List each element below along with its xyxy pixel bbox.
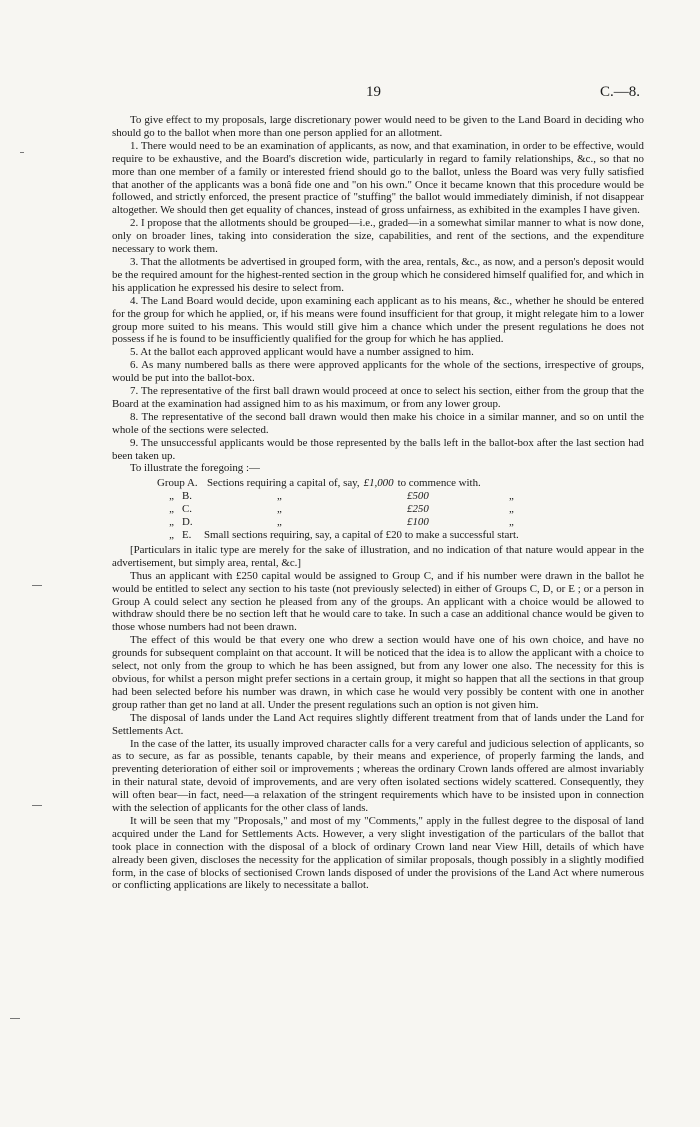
paragraph: To give effect to my proposals, large discretionary power would need to be given to the Land Board in deciding who should go to the ballot when more than one person applied for an allotment. [112,114,644,139]
paragraph: In the case of the latter, its usually improved character calls for a very careful and judicious selection of applicants, so as to secure, as far as possible, tenants capable, by their means and experience, of properly farming the lands, and preventing deterioration of either soil or improvements ; whereas the ordinary Crown lands offered are almost invariably in their natural state, devoid of improvements, and are very often isolated sections widely scattered. Consequently, they will often bear—in fact, need—a relaxation of the stringent requirements which have to be insisted upon in connection with the selection of applicants for the other class of lands. [112,737,644,815]
paragraph: To illustrate the foregoing :— [130,462,260,475]
paragraph: 7. The representative of the first ball drawn would proceed at once to select his section, either from the group that the Board at the examination had assigned him to as his maximum, or from any lower group. [112,385,644,410]
paragraph: The disposal of lands under the Land Act requires slightly different treatment from that of lands under the Land for Settlements Act. [112,711,644,737]
group-row: „ E. Small sections requiring, say, a capital of £20 to make a successful start. [169,529,519,541]
paragraph: 5. At the ballot each approved applicant would have a number assigned to him. [130,346,474,359]
group-row: „ C. „ £250 „ [169,503,514,516]
group-list [112,477,644,542]
paragraph: 9. The unsuccessful applicants would be those represented by the balls left in the ballot-box after the last section had been taken up. [112,436,644,462]
document-code: C.—8. [600,84,641,100]
margin-mark [32,805,42,806]
paragraph: It will be seen that my "Proposals," and most of my "Comments," apply in the fullest degree to the disposal of land acquired under the Land for Settlements Acts. However, a very slight investigation of the particulars of the ballot that took place in connection with the disposal of a block of ordinary Crown land near View Hill, details of which have already been given, discloses the necessity for the application of similar proposals, though possibly in a slightly modified form, in the case of blocks of sectionised Crown lands disposed of under the provisions of the Land Act where numerous or conflicting applications are likely to necessitate a ballot. [112,814,644,892]
group-row: „ B. „ £500 „ [169,490,514,503]
paragraph: 4. The Land Board would decide, upon examining each applicant as to his means, &c., whether he should be entered for the group for which he applied, or, if his means were found insufficient for that group, it might relegate him to a lower group more suited to his means. This would still give him a chance which under the present regulations he does not possess if he is found to be insufficiently qualified for the group for which he has applied. [112,294,644,346]
paragraph: 2. I propose that the allotments should be grouped—i.e., graded—in a somewhat similar manner to what is now done, only on broader lines, taking into consideration the size, capabilities, and rent of the sections, and the expenditure necessary to work them. [112,217,644,256]
page-number: 19 [366,84,381,100]
paragraph: 3. That the allotments be advertised in grouped form, with the area, rentals, &c., as now, and a person's deposit would be the required amount for the highest-rented section in the group which he considered himself qualified for, and which in his application he expressed his desire to select from. [112,255,644,294]
body-text [112,114,644,892]
paragraph: [Particulars in italic type are merely for the sake of illustration, and no indication of that nature would appear in the advertisement, but simply area, rental, &c.] [112,543,644,569]
margin-mark [32,585,42,586]
group-row: Group A. Sections requiring a capital of, say, £1,000 to commence with. [157,477,481,490]
paragraph: The effect of this would be that every one who drew a section would have one of his own choice, and have no grounds for subsequent complaint on that account. It will be noticed that the idea is to allow the applicant with a choice to select, not only from the group to which he has been assigned, but from any lower one also. The necessity for this is obvious, for whilst a person might prefer sections in a certain group, it might so happen that all the sections in that group had been selected before his number was drawn, in which case he would very possibly be content with one in another group rather than get no land at all. Under the present regulations such an option is not given him. [112,634,644,711]
group-row: „ D. „ £100 „ [169,516,514,529]
paragraph: 6. As many numbered balls as there were approved applicants for the whole of the sections, irrespective of groups, would be put into the ballot-box. [112,359,644,385]
paragraph: Thus an applicant with £250 capital would be assigned to Group C, and if his number were drawn in the ballot he would be entitled to select any section to his taste (not previously selected) in either of Groups C, D, or E ; or a person in Group A could select any section he pleased from any of the groups. An applicant with a choice would be allowed to withdraw should there be no section left that he would care to take. In such a case an additional chance would be given to those whose numbers had not been drawn. [112,569,644,634]
paragraph: 1. There would need to be an examination of applicants, as now, and that examination, in order to be effective, would require to be exhaustive, and the Board's discretion wide, particularly in regard to family relationships, &c., so that no more than one member of a family or interested friend should go to the ballot, unless the Board was very fully satisfied that another of the applicants was a bonâ fide one and "on his own." Once it became known that this procedure would be followed, and strictly enforced, the present practice of "stuffing" the ballot would immediately diminish, if not disappear altogether. We should then get equality of chances, instead of gross unfairness, as exhibited in the examples I have given. [112,139,644,217]
margin-mark [20,152,24,153]
paragraph: 8. The representative of the second ball drawn would then make his choice in a similar manner, and so on until the whole of the sections were selected. [112,410,644,436]
margin-mark [10,1018,20,1019]
